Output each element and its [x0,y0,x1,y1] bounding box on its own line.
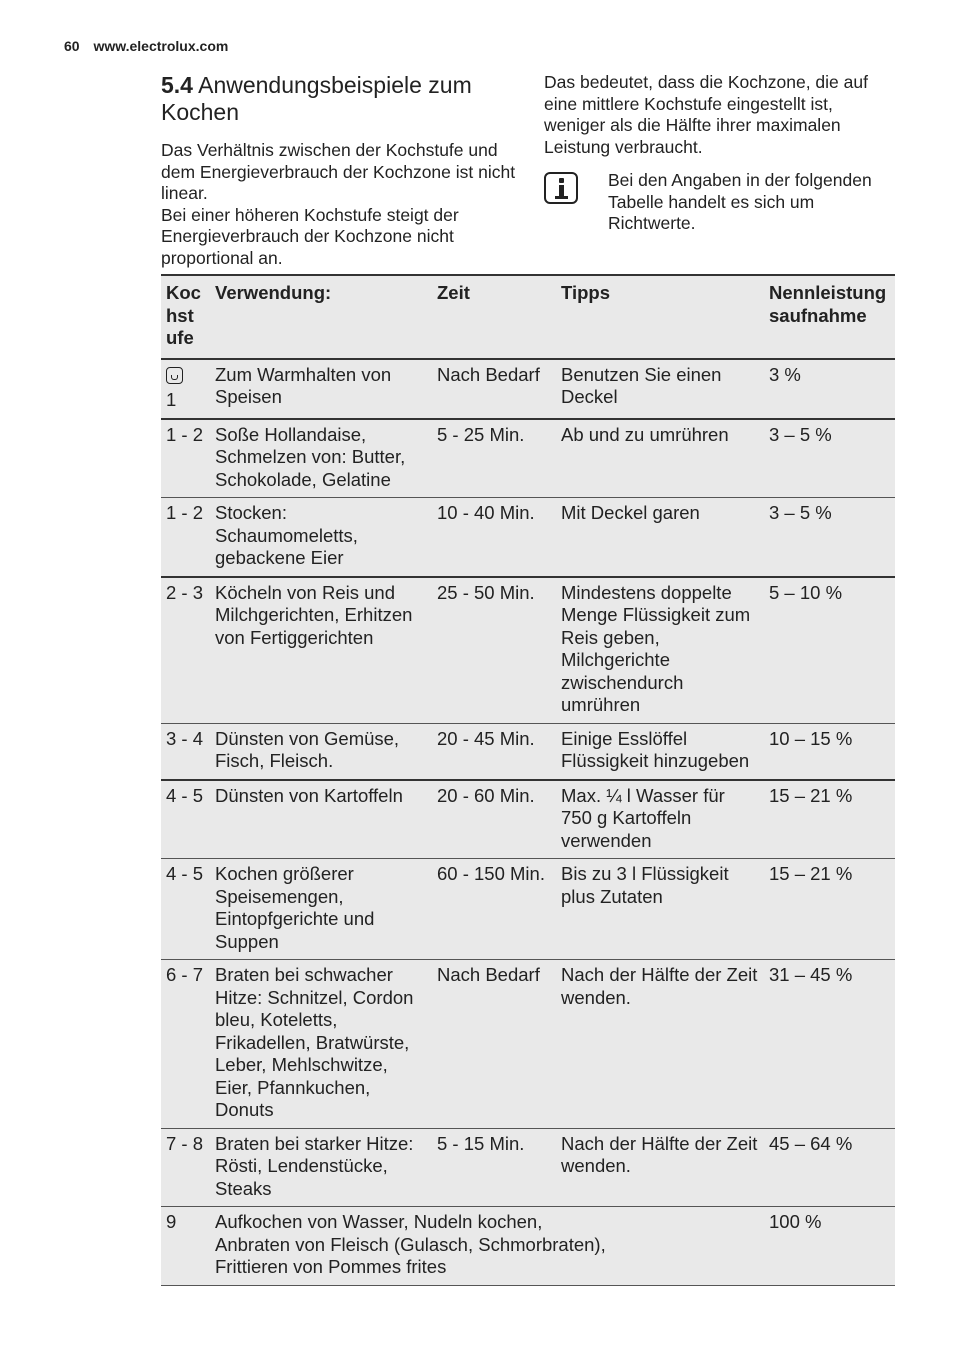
cell-leistung: 45 – 64 % [769,1132,853,1154]
cell-leistung: 15 – 21 % [769,863,853,884]
header-nennleistung: Nennleistungsaufnahme [769,282,887,326]
cell-leistung: 31 – 45 % [769,964,853,985]
cell-verwendung: Kochen größerer Speisemengen, Eintopfgerichte und Suppen [215,863,375,952]
cell-verwendung: Aufkochen von Wasser, Nudeln kochen, Anbraten von Fleisch (Gulasch, Schmorbraten), Frittieren von Pommes frites [215,1211,606,1277]
cell-tipps: Ab und zu umrühren [561,423,729,445]
cell-stufe: 1 - 2 [166,502,204,523]
section-heading: Anwendungsbeispiele zum Kochen [161,72,472,125]
cell-zeit: 60 - 150 Min. [437,863,545,884]
info-icon [544,172,578,204]
cooking-table [161,274,895,1286]
cell-tipps: Nach der Hälfte der Zeit wenden. [561,1132,758,1176]
cell-tipps: Nach der Hälfte der Zeit wenden. [561,964,758,1008]
cell-zeit: 5 - 25 Min. [437,423,525,445]
cell-verwendung: Dünsten von Gemüse, Fisch, Fleisch. [215,727,400,771]
cell-leistung: 3 % [769,363,801,385]
header-zeit: Zeit [437,282,470,303]
cell-tipps: Einige Esslöffel Flüssigkeit hinzugeben [561,727,750,771]
cell-tipps: Max. ¼ l Wasser für 750 g Kartoffeln verwenden [561,784,725,851]
cell-leistung: 3 – 5 % [769,423,832,445]
table-row [161,498,895,577]
cell-zeit: 25 - 50 Min. [437,581,535,603]
table-row [161,577,895,724]
cell-stufe [161,359,210,419]
table-row [161,723,895,780]
table-row [161,359,895,419]
table-row [161,419,895,498]
cell-zeit: 5 - 15 Min. [437,1132,525,1154]
info-note: Bei den Angaben in der folgenden Tabelle handelt es sich um Richtwerte. [608,170,872,233]
cell-leistung: 5 – 10 % [769,581,843,603]
cell-stufe: 1 - 2 [166,423,204,445]
cell-zeit: Nach Bedarf [437,964,540,985]
cell-zeit: 20 - 45 Min. [437,727,535,749]
cell-leistung: 3 – 5 % [769,502,832,523]
header-verwendung: Verwendung: [215,282,332,303]
cell-leistung: 10 – 15 % [769,727,853,749]
keep-warm-icon [166,367,183,384]
intro-paragraph-2: Bei einer höheren Kochstufe steigt der Energieverbrauch der Kochzone nicht proportional an. [161,204,459,268]
cell-verwendung: Braten bei starker Hitze: Rösti, Lendenstücke, Steaks [215,1132,414,1199]
cell-zeit: Nach Bedarf [437,363,540,385]
cell-stufe: 7 - 8 [166,1132,204,1154]
table-row [161,859,895,960]
page-header [64,38,228,54]
cell-verwendung: Soße Hollandaise, Schmelzen von: Butter, Schokolade, Gelatine [215,423,406,490]
cell-zeit: 10 - 40 Min. [437,502,535,523]
website-link[interactable]: www.electrolux.com [93,38,229,54]
table-row [161,780,895,859]
header-kochstufe: Kochstufe [166,282,201,348]
cell-leistung: 15 – 21 % [769,784,853,806]
cell-tipps: Bis zu 3 l Flüssigkeit plus Zutaten [561,863,729,907]
cell-verwendung: Köcheln von Reis und Milchgerichten, Erhitzen von Fertiggerichten [215,581,413,648]
intro-paragraph-1: Das Verhältnis zwischen der Kochstufe und dem Energieverbrauch der Kochzone ist nicht linear. [161,140,516,203]
table-row [161,1207,895,1286]
cell-tipps: Mindestens doppelte Menge Flüssigkeit zum Reis geben, Milchgerichte zwischendurch umrühren [561,581,751,715]
cell-stufe: 6 - 7 [166,964,204,985]
cell-leistung: 100 % [769,1211,822,1232]
cell-tipps: Mit Deckel garen [561,502,700,523]
cell-zeit: 20 - 60 Min. [437,784,535,806]
cell-verwendung: Zum Warmhalten von Speisen [215,363,392,407]
cell-verwendung: Braten bei schwacher Hitze: Schnitzel, Cordon bleu, Koteletts, Frikadellen, Bratwürste, Leber, Mehlschwitze, Eier, Pfannkuchen, Donuts [215,964,414,1120]
cell-verwendung: Dünsten von Kartoffeln [215,784,403,806]
section-number: 5.4 [161,72,193,98]
cell-stufe: 4 - 5 [166,784,204,806]
cell-verwendung: Stocken: Schaumomeletts, gebackene Eier [215,502,358,568]
cell-stufe: 4 - 5 [166,863,204,884]
intro-text [161,140,516,269]
cell-stufe: 3 - 4 [166,727,204,749]
stufe-value: 1 [166,389,177,410]
table-header-row [161,275,895,359]
section-title [161,72,521,126]
cell-stufe: 2 - 3 [166,581,204,603]
table-row [161,1128,895,1207]
right-paragraph: Das bedeutet, dass die Kochzone, die auf eine mittlere Kochstufe eingestellt ist, weniger als die Hälfte ihrer maximalen Leistung verbraucht. [544,72,868,157]
table-row [161,960,895,1129]
cell-stufe: 9 [166,1211,177,1232]
header-tipps: Tipps [561,282,610,303]
page-number: 60 [64,38,80,54]
cell-tipps: Benutzen Sie einen Deckel [561,363,722,407]
